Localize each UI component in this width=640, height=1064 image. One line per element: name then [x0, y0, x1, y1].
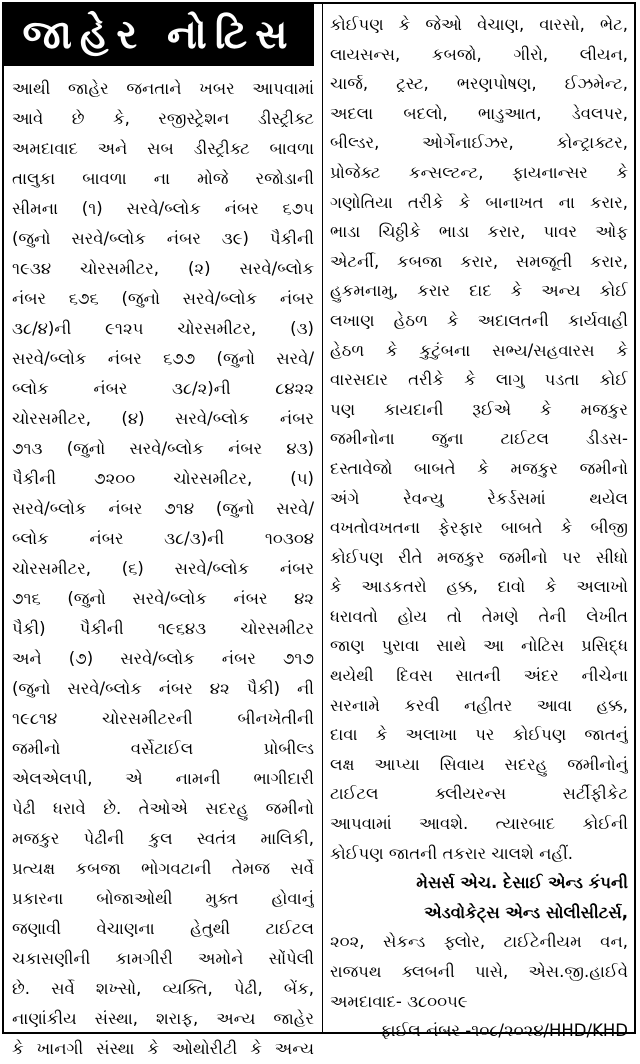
body-text-line: સરવે/બ્લોક નંબર ૬૭૭ (જુનો સરવે/: [12, 349, 314, 368]
body-text-line: ભાડા ચિઠ્ઠીકે ભાડા કરાર, પાવર ઓફ: [330, 222, 628, 242]
body-text-line: હેઠળ કે કુટુંબના સભ્ય/સહવારસ કે: [330, 340, 628, 360]
body-text-line: છે. સર્વે શખ્સો, વ્યક્તિ, પેઢી, બેંક,: [12, 979, 314, 998]
body-text-line: ચકાસણીની કામગીરી અમોને સોંપેલી: [12, 949, 314, 968]
body-text-line: પ્રકારના બોજાઓથી મુક્ત હોવાનું: [12, 889, 314, 908]
body-text-line: પૈકીની ૭૨૦૦ ચોરસમીટર, (૫): [12, 469, 314, 488]
body-text-line: ધરાવતો હોય તો તેમણે તેની લેખીત: [330, 606, 628, 626]
body-text-line: હુકમનામુ, કરાર દાદ કે અન્ય કોઈ: [330, 281, 628, 301]
body-text-line: લખાણ હેઠળ કે અદાલતની કાર્યવાહી: [330, 310, 628, 330]
body-text-line: પૈકી) પૈકીની ૧૯૬૪૩ ચોરસમીટર: [12, 619, 314, 638]
body-text-line: બીલ્ડર, ઓર્ગેનાઈઝર, કોન્ટ્રાક્ટર,: [330, 133, 628, 153]
body-text-line: ગણોતિયા તરીકે કે બાનાખત ના કરાર,: [330, 192, 628, 212]
body-text-line: ટાઈટલ ક્લીયરન્સ સર્ટીફીકેટ: [330, 784, 628, 804]
file-number: ફાઈલ નંબર -૧૦૮/૨૦૨૪/HHD/KHD: [379, 1021, 628, 1041]
body-text-line: અદલા બદલો, ભાડુઆત, ડેવલપર,: [330, 103, 628, 123]
body-text-line: પ્રત્યક્ષ કબજા ભોગવટાની તેમજ સર્વે: [12, 859, 314, 878]
body-text-line: ૭૧૬ (જુનો સરવે/બ્લોક નંબર ૪૨: [12, 589, 314, 608]
signatory-block: [330, 868, 628, 927]
body-text-line: આથી જાહેર જનતાને ખબર આપવામાં: [12, 79, 314, 98]
body-text-line: ૭૧૩ (જુનો સરવે/બ્લોક નંબર ૪૩): [12, 439, 314, 458]
body-text-line: થયેથી દિવસ સાતની અંદર નીચેના: [330, 666, 628, 686]
body-text-line: પેઢી ધરાવે છે. તેઓએ સદરહુ જમીનો: [12, 799, 314, 818]
body-text-line: મજકુર પેઢીની કુલ સ્વતંત્ર માલિકી,: [12, 829, 314, 848]
body-text-line: બ્લોક નંબર ૩૮/૩)ની ૧૦૩૦૪: [12, 529, 314, 548]
body-text-line: કોઈપણ રીતે મજકુર જમીનો પર સીધો: [330, 547, 628, 567]
body-text-line: પણ કાયદાની રૂઈએ કે મજકુર: [330, 399, 628, 419]
body-text-line: અંગે રેવન્યુ રેકર્ડસમાં થયેલ: [330, 488, 628, 508]
body-text-line: એલએલપી, એ નામની ભાગીદારી: [12, 769, 314, 788]
body-text-line: ૧૯૩૪ ચોરસમીટર, (૨) સરવે/બ્લોક: [12, 259, 314, 278]
body-text-line: કોઈપણ જાતની તકરાર ચાલશે નહીં.: [330, 843, 574, 863]
signatory-line: મેસર્સ એચ. દેસાઈ એન્ડ કંપની: [416, 873, 628, 893]
body-text-line: જાણ પુરાવા સાથે આ નોટિસ પ્રસિદ્ધ: [330, 636, 628, 656]
body-text-line: નાણાંકીય સંસ્થા, શરાફ, અન્ય જાહેર: [12, 1009, 314, 1028]
body-text-line: આપવામાં આવશે. ત્યારબાદ કોઈની: [330, 814, 628, 834]
body-text-line: દાવા કે અલાખા પર કોઈપણ જાતનું: [330, 725, 628, 745]
body-text-line: જમીનોના જુના ટાઈટલ ડીડસ-: [330, 429, 628, 449]
column-divider: [322, 4, 323, 1032]
body-text-line: સીમના (૧) સરવે/બ્લોક નંબર ૬૭૫: [12, 199, 314, 218]
body-text-line: લક્ષ આપ્યા સિવાય સદરહુ જમીનોનું: [330, 754, 628, 774]
body-text-line: (જુનો સરવે/બ્લોક નંબર ૪૨ પૈકી) ની: [12, 679, 314, 698]
left-body-text: [12, 74, 314, 1064]
body-text-line: કોઈપણ કે જેઓ વેચાણ, વારસો, ભેટ,: [330, 15, 628, 34]
body-text-line: અમદાવાદ અને સબ ડીસ્ટ્રીક્ટ બાવળા: [12, 139, 314, 158]
right-column: [330, 10, 628, 1046]
body-text-line: એટર્ની, કબજા કરાર, સમજૂતી કરાર,: [330, 251, 628, 271]
body-text-line: કે ખાનગી સંસ્થા કે ઓથોરીટી કે અન્ય: [12, 1039, 314, 1058]
body-text-line: સરનામે કરવી નહીતર આવા હક્ક,: [330, 695, 628, 715]
body-text-line: તાલુકા બાવળા ના મોજે રજોડાની: [12, 169, 314, 188]
body-text-line: ચાર્જ, ટ્રસ્ટ, ભરણપોષણ, ઈઝમેન્ટ,: [330, 74, 628, 94]
body-text-line: સરવે/બ્લોક નંબર ૭૧૪ (જુનો સરવે/: [12, 499, 314, 518]
address-block: [330, 927, 628, 1016]
signatory-line: એડવોકેટ્સ એન્ડ સોલીસીટર્સ,: [424, 902, 628, 922]
body-text-line: ચોરસમીટર, (૪) સરવે/બ્લોક નંબર: [12, 409, 314, 428]
body-text-line: નંબર ૬૭૬ (જુનો સરવે/બ્લોક નંબર: [12, 289, 314, 308]
notice-title: જાહેર નોટિસ: [4, 4, 314, 66]
body-text-line: ૧૯૮૧૪ ચોરસમીટરની બીનખેતીની: [12, 709, 314, 728]
body-text-line: વખતોવખતના ફેરફાર બાબતે કે બીજી: [330, 518, 628, 538]
body-text-line: અને (૭) સરવે/બ્લોક નંબર ૭૧૭: [12, 649, 314, 668]
body-text-line: જમીનો વર્સેટાઈલ પ્રોબીલ્ડ: [12, 739, 314, 758]
right-body-text: [330, 10, 628, 868]
address-line: રાજપથ ક્લબની પાસે, એસ.જી.હાઈવે: [330, 962, 628, 981]
body-text-line: પ્રોજેક્ટ કન્સલ્ટન્ટ, ફાયનાન્સર કે: [330, 162, 628, 182]
address-line: અમદાવાદ- ૩૮૦૦૫૯: [330, 991, 468, 1011]
public-notice: [2, 2, 636, 1058]
body-text-line: ચોરસમીટર, (૬) સરવે/બ્લોક નંબર: [12, 559, 314, 578]
body-text-line: આવે છે કે, રજીસ્ટ્રેશન ડીસ્ટ્રીક્ટ: [12, 109, 314, 128]
body-text-line: કે આડકતરો હક્ક, દાવો કે અલાખો: [330, 577, 628, 597]
body-text-line: (જુનો સરવે/બ્લોક નંબર ૩૯) પૈકીની: [12, 229, 314, 248]
body-text-line: લાયસન્સ, કબજો, ગીરો, લીયન,: [330, 44, 628, 64]
address-line: ૨૦૨, સેકન્ડ ફ્લોર, ટાઈટેનીયમ વન,: [330, 932, 628, 952]
body-text-line: બ્લોક નંબર ૩૮/૨)ની ૮૪૨૨: [12, 379, 314, 398]
body-text-line: જણાવી વેચાણના હેતુથી ટાઈટલ: [12, 919, 314, 938]
left-column: [4, 4, 322, 1058]
body-text-line: વારસદાર તરીકે કે લાગુ પડતા કોઈ: [330, 370, 628, 390]
body-text-line: ૩૮/૪)ની ૯૧૨૫ ચોરસમીટર, (૩): [12, 319, 314, 338]
body-text-line: દસ્તાવેજો બાબતે કે મજકુર જમીનો: [330, 458, 628, 478]
